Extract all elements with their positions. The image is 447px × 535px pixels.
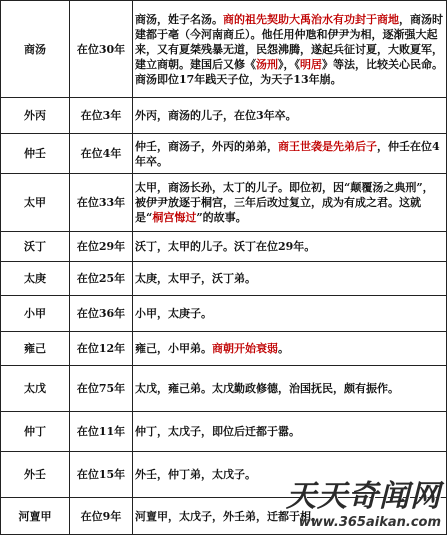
table-row bbox=[1, 98, 447, 134]
table-row bbox=[1, 134, 447, 174]
highlighted-text: 商王世袭是先弟后子 bbox=[278, 139, 377, 153]
table-row bbox=[1, 174, 447, 232]
king-name: 太甲 bbox=[1, 174, 70, 232]
king-description bbox=[133, 232, 447, 262]
king-description bbox=[133, 98, 447, 134]
king-description bbox=[133, 262, 447, 296]
table-row bbox=[1, 498, 447, 535]
description-text: 河亶甲，太戊子，外壬弟，迁都于相。 bbox=[135, 509, 322, 523]
king-name: 小甲 bbox=[1, 296, 70, 332]
table-row bbox=[1, 296, 447, 332]
table-row bbox=[1, 412, 447, 452]
highlighted-text: 桐宫悔过 bbox=[152, 211, 197, 224]
king-name: 河亶甲 bbox=[1, 498, 70, 535]
reign-length: 在位36年 bbox=[70, 296, 133, 332]
king-description bbox=[133, 134, 447, 174]
watermark-title: 天天奇闻网 bbox=[286, 479, 441, 514]
reign-length: 在位30年 bbox=[70, 1, 133, 98]
king-name: 太戊 bbox=[1, 366, 70, 412]
description-text: 。 bbox=[278, 342, 289, 355]
highlighted-text: 明居 bbox=[300, 57, 322, 71]
description-text: 雍己，小甲弟。 bbox=[135, 342, 212, 355]
description-text: 仲丁，太戊子，即位后迁都于嚣。 bbox=[135, 425, 300, 438]
king-description bbox=[133, 452, 447, 498]
description-text: 仲壬，商汤子，外丙的弟弟， bbox=[135, 139, 278, 153]
description-text: 外壬，仲丁弟，太戊子。 bbox=[135, 468, 256, 481]
reign-length: 在位15年 bbox=[70, 452, 133, 498]
reign-length: 在位25年 bbox=[70, 262, 133, 296]
king-name: 外丙 bbox=[1, 98, 70, 134]
king-name: 沃丁 bbox=[1, 232, 70, 262]
reign-length: 在位12年 bbox=[70, 332, 133, 366]
highlighted-text: 商的祖先契助大禹治水有功封于商地 bbox=[223, 12, 399, 26]
description-text: ”的故事。 bbox=[196, 211, 247, 224]
table-row bbox=[1, 366, 447, 412]
description-text: ，仲壬在位4年卒。 bbox=[135, 139, 440, 168]
table-row bbox=[1, 262, 447, 296]
king-description bbox=[133, 366, 447, 412]
description-text: 外丙，商汤的儿子，在位3年卒。 bbox=[135, 109, 297, 122]
reign-length: 在位75年 bbox=[70, 366, 133, 412]
description-text: 太戊，雍己弟。太戊勤政修德，治国抚民，颇有振作。 bbox=[135, 382, 399, 395]
reign-length: 在位11年 bbox=[70, 412, 133, 452]
reign-table-body bbox=[1, 1, 447, 535]
king-description bbox=[133, 498, 447, 535]
highlighted-text: 汤刑 bbox=[256, 57, 278, 71]
table-row bbox=[1, 232, 447, 262]
king-name: 商汤 bbox=[1, 1, 70, 98]
king-name: 太庚 bbox=[1, 262, 70, 296]
king-name: 仲丁 bbox=[1, 412, 70, 452]
description-text: 》，《 bbox=[278, 57, 300, 71]
watermark-url: www.365aikan.com bbox=[298, 515, 441, 530]
reign-length: 在位9年 bbox=[70, 498, 133, 535]
description-text: 商汤，姓子名汤。 bbox=[135, 12, 223, 26]
king-description bbox=[133, 296, 447, 332]
description-text: 沃丁，太甲的儿子。沃丁在位29年。 bbox=[135, 240, 316, 253]
king-description bbox=[133, 332, 447, 366]
description-text: 太庚，太甲子，沃丁弟。 bbox=[135, 272, 256, 285]
king-name: 雍己 bbox=[1, 332, 70, 366]
reign-length: 在位4年 bbox=[70, 134, 133, 174]
description-text: 太甲，商汤长孙，太丁的儿子。即位初，因“颠覆汤之典刑”，被伊尹放逐于桐宫，三年后改过复立，成为有成之君。这就是“ bbox=[135, 181, 434, 224]
reign-length: 在位29年 bbox=[70, 232, 133, 262]
reign-length: 在位3年 bbox=[70, 98, 133, 134]
description-text: 》等法，比较关心民命。商汤即位17年践天子位，为天子13年崩。 bbox=[135, 57, 443, 86]
king-name: 仲壬 bbox=[1, 134, 70, 174]
table-row bbox=[1, 1, 447, 98]
reign-length: 在位33年 bbox=[70, 174, 133, 232]
king-description bbox=[133, 1, 447, 98]
table-row bbox=[1, 332, 447, 366]
king-name: 外壬 bbox=[1, 452, 70, 498]
description-text: ，商汤时建都于亳（今河南商丘）。他任用仲虺和伊尹为相，逐渐强大起来，又有夏桀残暴无道，民怨沸腾，遂起兵征讨夏，大败夏军，建立商朝。建国后又修《 bbox=[135, 12, 443, 71]
table-row bbox=[1, 452, 447, 498]
highlighted-text: 商朝开始衰弱 bbox=[212, 342, 278, 355]
king-description bbox=[133, 412, 447, 452]
king-description bbox=[133, 174, 447, 232]
description-text: 小甲，太庚子。 bbox=[135, 307, 212, 320]
